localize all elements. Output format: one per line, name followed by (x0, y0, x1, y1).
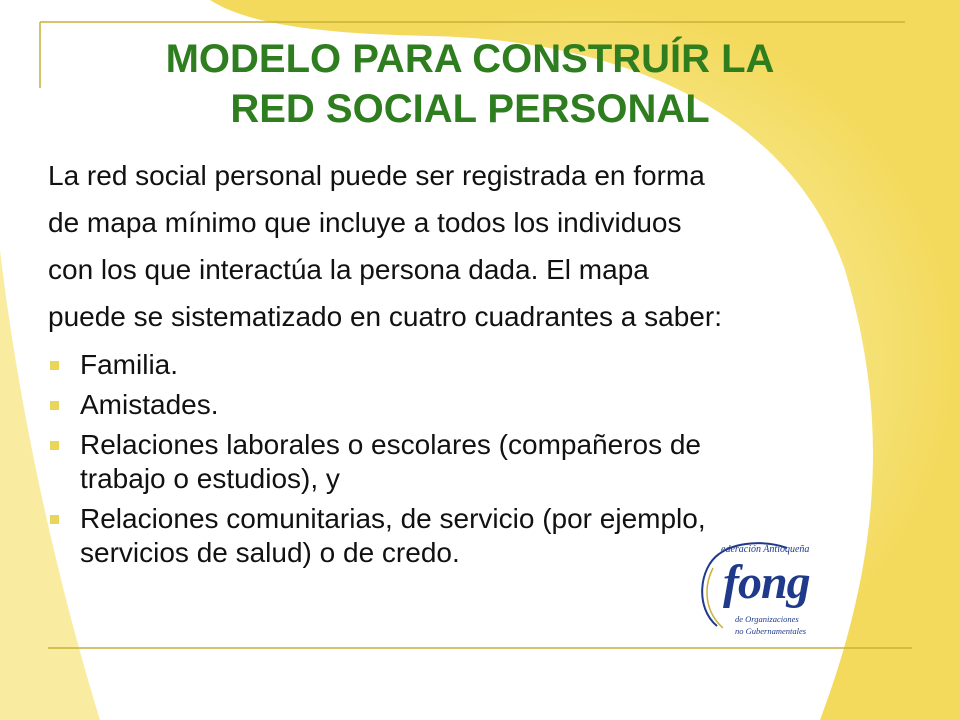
slide-title (40, 34, 900, 134)
square-bullet-icon (50, 515, 59, 524)
square-bullet-icon (50, 441, 59, 450)
bullet-text: Relaciones comunitarias, de servicio (por ejemplo, (80, 503, 706, 534)
bullet-text-continued: servicios de salud) o de credo. (80, 537, 460, 568)
bullet-item-amistades (48, 388, 884, 422)
paragraph-line: con los que interactúa la persona dada. El mapa (48, 254, 649, 285)
paragraph-line: puede se sistematizado en cuatro cuadrantes a saber: (48, 301, 722, 332)
logo-top-text: ederación Antioqueña (721, 544, 810, 555)
paragraph-line: La red social personal puede ser registrada en forma (48, 160, 705, 191)
square-bullet-icon (50, 361, 59, 370)
bullet-item-relaciones-laborales (48, 428, 884, 496)
bullet-text: Familia. (80, 349, 179, 380)
logo-sub-text-1: de Organizaciones (735, 614, 799, 624)
paragraph-line: de mapa mínimo que incluye a todos los individuos (48, 207, 682, 238)
bullet-text-continued: trabajo o estudios), y (80, 463, 340, 494)
title-line-1: MODELO PARA CONSTRUÍR LA (165, 37, 775, 81)
fong-logo (695, 538, 815, 638)
title-line-2: RED SOCIAL PERSONAL (230, 87, 710, 131)
bullet-text: Amistades. (80, 389, 219, 420)
square-bullet-icon (50, 401, 59, 410)
bullet-list (48, 348, 884, 570)
slide-body (48, 152, 884, 570)
bullet-item-familia (48, 348, 884, 382)
logo-sub-text-2: no Gubernamentales (735, 626, 807, 636)
logo-main-text: fong (723, 556, 810, 609)
bullet-text: Relaciones laborales o escolares (compañeros de (80, 429, 702, 460)
